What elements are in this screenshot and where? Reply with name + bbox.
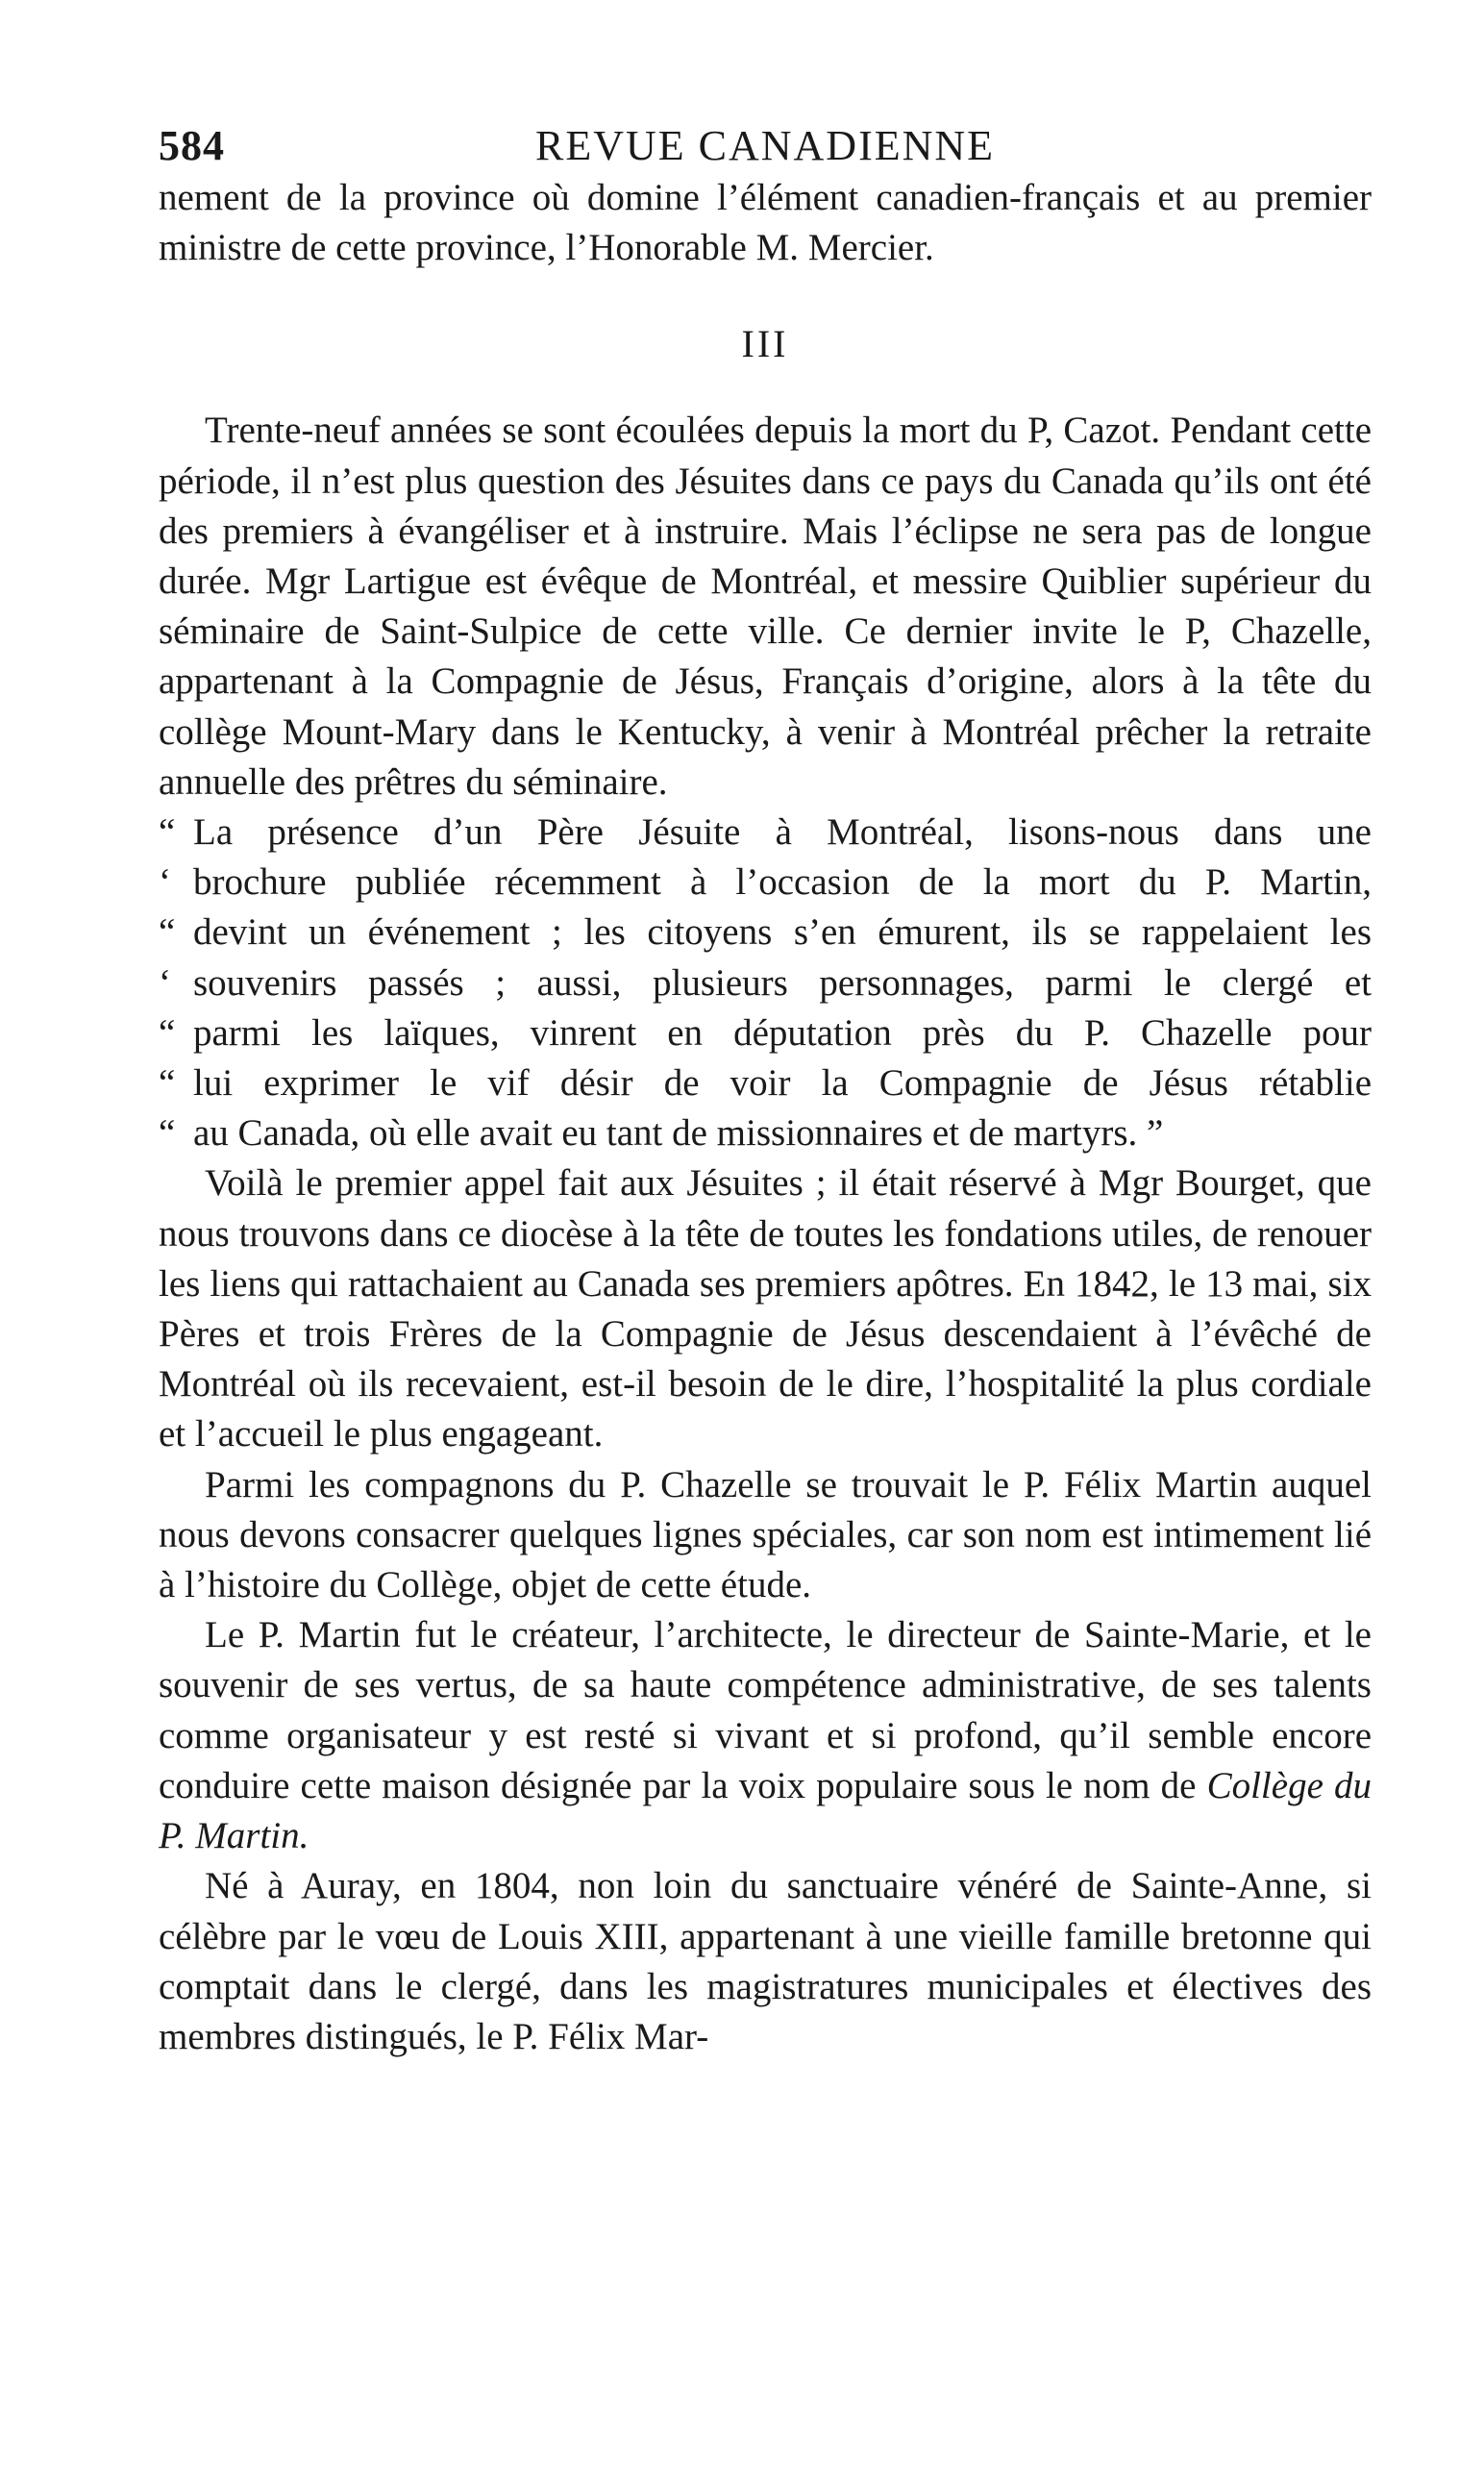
quote-line: [159, 1058, 1372, 1108]
running-head: [159, 115, 1372, 173]
quote-text: parmi les laïques, vinrent en députation près du P. Chazelle pour: [193, 1011, 1372, 1054]
quote-line: [159, 1008, 1372, 1058]
paragraph-5-text: Le P. Martin fut le créateur, l’architecte, le directeur de Sainte-Marie, et le souvenir de ses vertus, de sa haute compétence administrative, de ses talents comme organisateur y est resté si vivant et si profond, qu’il semble encore conduire cette maison désignée par la voix populaire sous le nom de: [159, 1614, 1372, 1806]
quote-mark: “: [159, 1062, 176, 1105]
paragraph-4: Parmi les compagnons du P. Chazelle se trouvait le P. Félix Martin auquel nous devons consacrer quelques lignes spéciales, car son nom est intimement lié à l’histoire du Collège, objet de cette étude.: [159, 1463, 1372, 1606]
quote-mark: ‘: [159, 961, 171, 1004]
quote-mark: “: [159, 1112, 176, 1155]
quote-line: [159, 808, 1372, 858]
quote-mark: “: [159, 911, 176, 954]
paragraph-5: [159, 1610, 1372, 1861]
page-number: 584: [159, 122, 225, 169]
quote-text: lui exprimer le vif désir de voir la Compagnie de Jésus rétablie: [193, 1062, 1372, 1105]
quote-text: souvenirs passés ; aussi, plusieurs personnages, parmi le clergé et: [193, 961, 1372, 1004]
opening-paragraph: nement de la province où domine l’élément canadien-français et au premier ministre de cette province, l’Honorable M. Mercier.: [159, 177, 1372, 269]
block-quote: [159, 808, 1372, 1158]
quote-text: brochure publiée récemment à l’occasion de la mort du P. Martin,: [193, 861, 1372, 904]
quote-mark: “: [159, 811, 176, 854]
quote-mark: “: [159, 1011, 176, 1054]
body-text: [159, 173, 1372, 2062]
college-name-italic: Collège du P. Martin.: [159, 1764, 1372, 1857]
page: [159, 115, 1372, 2062]
quote-text: devint un événement ; les citoyens s’en émurent, ils se rappelaient les: [193, 911, 1372, 954]
paragraph-3: Voilà le premier appel fait aux Jésuites ; il était réservé à Mgr Bourget, que nous trouvons dans ce diocèse à la tête de toutes les fondations utiles, de renouer les liens qui rattachaient au Canada ses premiers apôtres. En 1842, le 13 mai, six Pères et trois Frères de la Compagnie de Jésus descendaient à l’évêché de Montréal où ils recevaient, est-il besoin de le dire, l’hospitalité la plus cordiale et l’accueil le plus engageant.: [159, 1162, 1372, 1455]
section-heading: III: [741, 322, 789, 366]
paragraph-1: Trente-neuf années se sont écoulées depuis la mort du P, Cazot. Pendant cette période, il n’est plus question des Jésuites dans ce pays du Canada qu’ils ont été des premiers à évangéliser et à instruire. Mais l’éclipse ne sera pas de longue durée. Mgr Lartigue est évêque de Montréal, et messire Quiblier supérieur du séminaire de Saint-Sulpice de cette ville. Ce dernier invite le P, Chazelle, appartenant à la Compagnie de Jésus, Français d’origine, alors à la tête du collège Mount-Mary dans le Kentucky, à venir à Montréal prêcher la retraite annuelle des prêtres du séminaire.: [159, 410, 1372, 803]
paragraph-6: Né à Auray, en 1804, non loin du sanctuaire vénéré de Sainte-Anne, si célèbre par le vœu de Louis XIII, appartenant à une vieille famille bretonne qui comptait dans le clergé, dans les magistratures municipales et électives des membres distingués, le P. Félix Mar-: [159, 1865, 1372, 2057]
quote-line: [159, 1108, 1372, 1158]
quote-line: [159, 958, 1372, 1008]
quote-line: [159, 858, 1372, 908]
quote-mark: ‘: [159, 861, 171, 904]
quote-line: [159, 908, 1372, 958]
journal-title: REVUE CANADIENNE: [534, 122, 996, 169]
quote-text: au Canada, où elle avait eu tant de missionnaires et de martyrs. ”: [193, 1112, 1164, 1155]
quote-text: La présence d’un Père Jésuite à Montréal, lisons-nous dans une: [193, 811, 1372, 854]
